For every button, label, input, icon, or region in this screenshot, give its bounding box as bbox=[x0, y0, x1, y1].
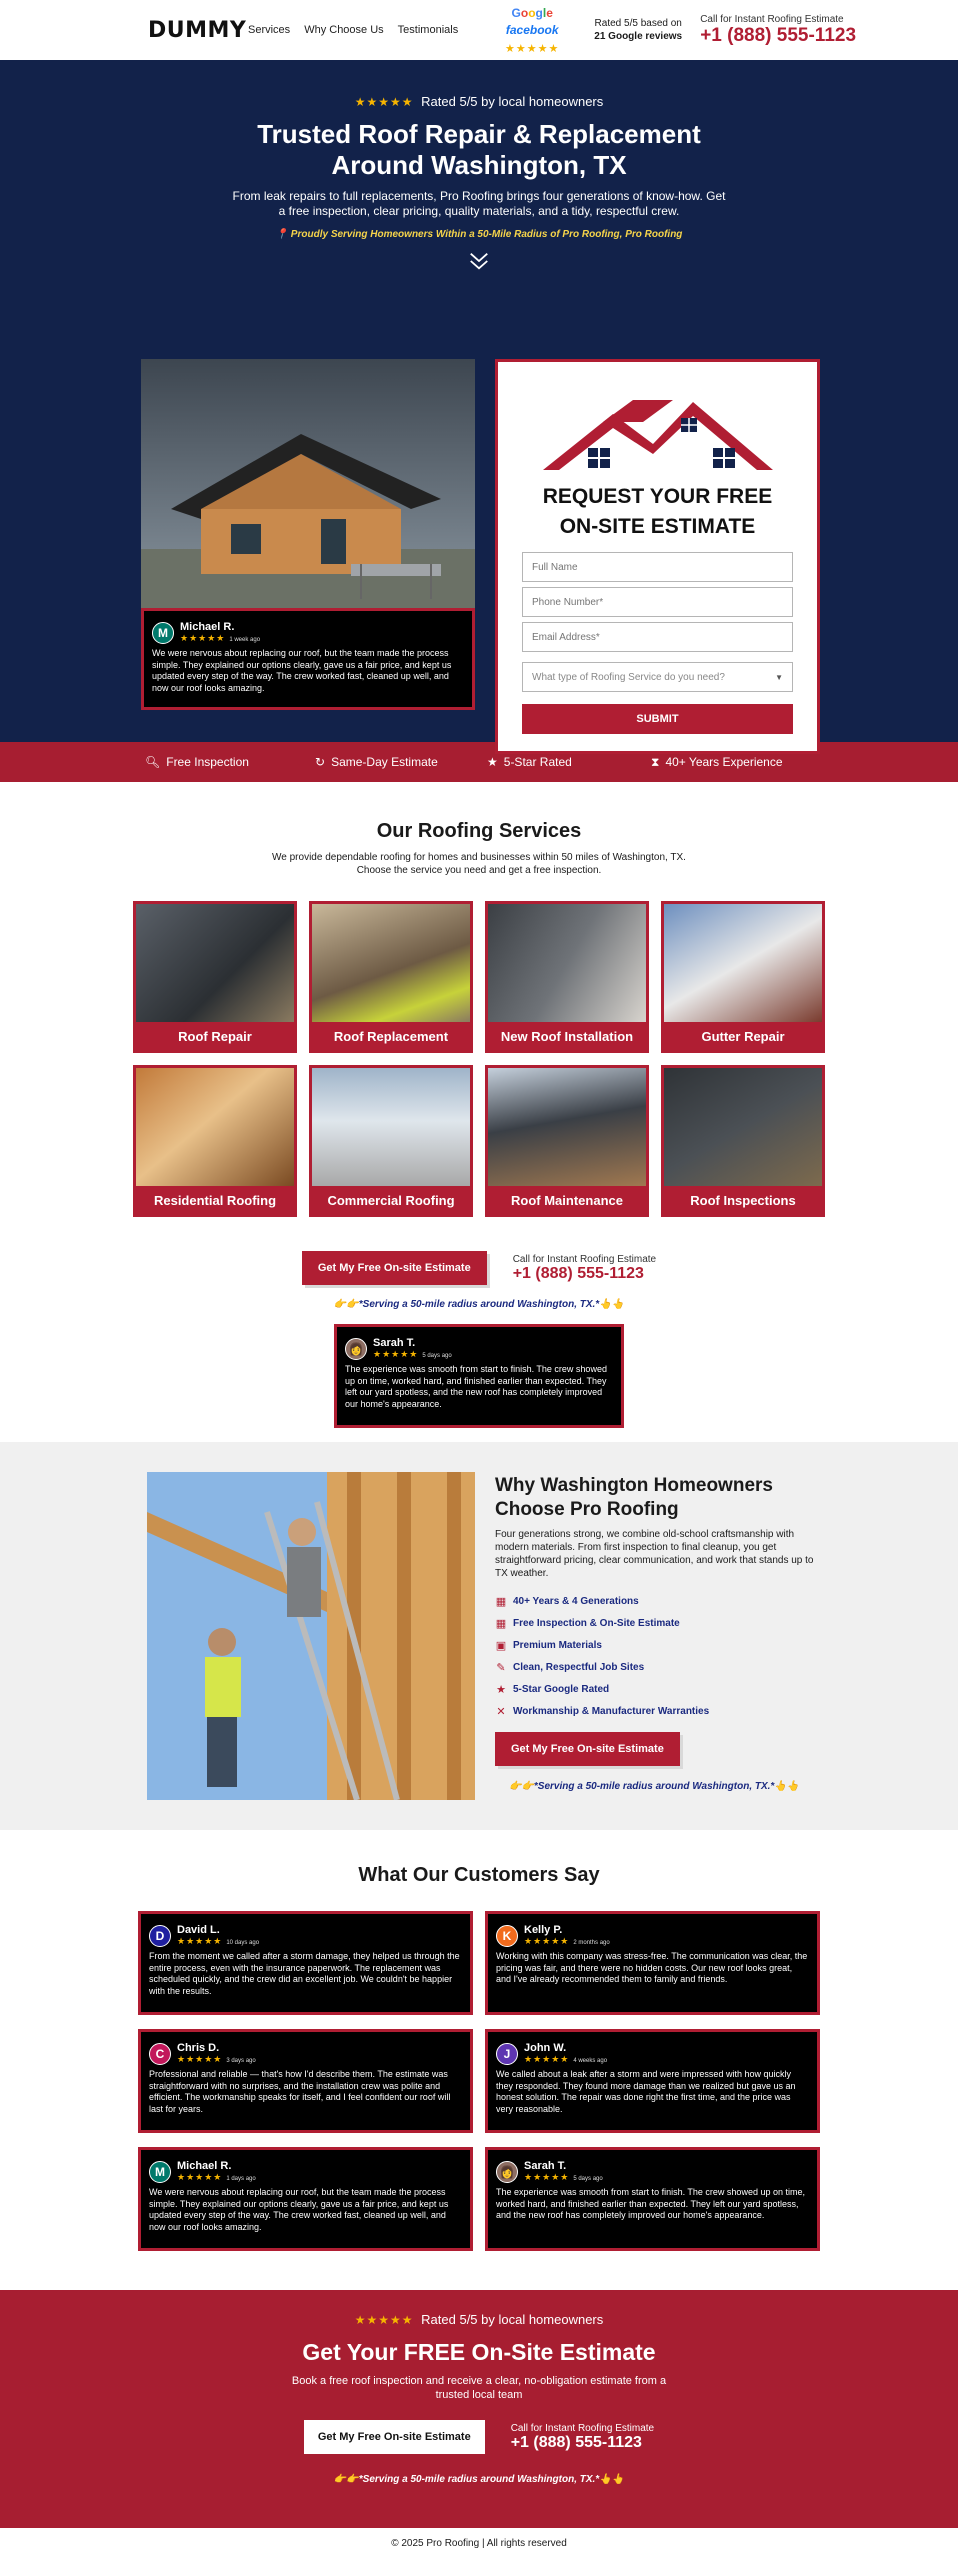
avatar: M bbox=[152, 622, 174, 644]
service-card-roof-inspections[interactable] bbox=[661, 1065, 825, 1217]
header-stars: ★★★★★ bbox=[505, 42, 560, 55]
feature-label: 40+ Years Experience bbox=[665, 755, 783, 769]
feature-label: 5-Star Rated bbox=[503, 755, 572, 769]
avatar: D bbox=[149, 1925, 171, 1947]
list-item bbox=[495, 1700, 825, 1722]
review-text: We were nervous about replacing our roof, but the team made the process simple. They explained our options clearly, gave us a fair price, and kept us updated every step of the way. The crew worked fast, cleaned up well, and now our roof looks amazing. bbox=[149, 2187, 449, 2232]
header-call-label: Call for Instant Roofing Estimate bbox=[700, 13, 844, 25]
feature-item bbox=[145, 755, 315, 769]
bottom-subtitle: Book a free roof inspection and receive a clear, no-obligation estimate from a trusted local team bbox=[291, 2375, 667, 2401]
feature-item bbox=[487, 755, 651, 769]
site-footer bbox=[0, 2528, 958, 2558]
reviewer-name: Kelly P. bbox=[524, 1924, 563, 1936]
calendar-icon: ▦ bbox=[495, 1617, 507, 1630]
email-input[interactable] bbox=[522, 622, 793, 652]
serving-note: 👉👉*Serving a 50-mile radius around Washington, TX.*👆👆 bbox=[509, 1781, 800, 1792]
why-description: Four generations strong, we combine old-school craftsmanship with modern materials. From first inspection to final cleanup, you get straightforward pricing, clear communication, and work that stands up to TX weather. bbox=[495, 1529, 814, 1579]
testimonials-title: What Our Customers Say bbox=[358, 1864, 600, 1886]
service-card-roof-maintenance[interactable] bbox=[485, 1065, 649, 1217]
nav-testimonials[interactable]: Testimonials bbox=[397, 24, 459, 36]
hero-rating bbox=[0, 94, 958, 109]
broom-icon: ✎ bbox=[496, 1661, 506, 1674]
service-label: Roof Inspections bbox=[690, 1192, 796, 1208]
reviewer-name: Sarah T. bbox=[373, 1337, 416, 1349]
hero-rated-text: Rated 5/5 by local homeowners bbox=[421, 94, 604, 109]
avatar: C bbox=[149, 2043, 171, 2065]
service-select-placeholder: What type of Roofing Service do you need? bbox=[532, 671, 725, 683]
workers-image bbox=[147, 1472, 475, 1800]
google-logo: Google bbox=[511, 5, 553, 20]
review-card bbox=[485, 2029, 820, 2133]
form-title-line1: REQUEST YOUR FREE bbox=[542, 485, 773, 508]
bottom-cta-section bbox=[0, 2290, 958, 2528]
avatar: J bbox=[496, 2043, 518, 2065]
service-label: Roof Maintenance bbox=[511, 1192, 623, 1208]
bottom-cta-row bbox=[0, 2420, 958, 2454]
free-estimate-button[interactable]: Get My Free On-site Estimate bbox=[495, 1732, 680, 1766]
services-grid bbox=[0, 901, 958, 1217]
review-text: We called about a leak after a storm and were impressed with how quickly they responded. They found more damage than we realized but gave us an honest solution. The repair was done right the first time, and the price was very reasonable. bbox=[496, 2069, 796, 2114]
header-reviews-count: 21 Google reviews bbox=[594, 31, 683, 42]
chevron-down-icon: ▼ bbox=[775, 672, 783, 682]
list-item bbox=[495, 1634, 825, 1656]
service-card-new-roof-installation[interactable] bbox=[485, 901, 649, 1053]
hero-title: Trusted Roof Repair & Replacement Around Washington, TX bbox=[257, 119, 701, 180]
service-image bbox=[664, 904, 822, 1022]
bottom-title: Get Your FREE On-Site Estimate bbox=[302, 2339, 656, 2365]
facebook-logo: facebook bbox=[505, 23, 559, 38]
estimate-form bbox=[495, 359, 820, 754]
review-stars: ★★★★★ bbox=[177, 2172, 223, 2182]
services-title: Our Roofing Services bbox=[376, 820, 582, 842]
review-card bbox=[138, 2029, 473, 2133]
service-card-gutter-repair[interactable] bbox=[661, 901, 825, 1053]
service-image bbox=[312, 904, 470, 1022]
services-cta-row bbox=[0, 1251, 958, 1285]
header-phone-link[interactable]: +1 (888) 555-1123 bbox=[700, 24, 857, 46]
reviewer-name: David L. bbox=[177, 1924, 220, 1936]
phone-link[interactable]: +1 (888) 555-1123 bbox=[512, 1264, 644, 1282]
header-rated-text: Rated 5/5 based on bbox=[594, 18, 682, 29]
bottom-stars: ★★★★★ bbox=[354, 2313, 414, 2327]
review-platforms bbox=[484, 4, 580, 57]
review-text: The experience was smooth from start to finish. The crew showed up on time, worked hard, and finished earlier than expected. They left our yard spotless, and the new roof has completely improved our home's appearance. bbox=[496, 2187, 805, 2220]
feature-item bbox=[315, 755, 487, 769]
hero-review-card bbox=[141, 608, 475, 710]
free-estimate-button[interactable]: Get My Free On-site Estimate bbox=[304, 2420, 485, 2454]
review-time: 5 days ago bbox=[422, 1353, 452, 1359]
services-description: We provide dependable roofing for homes and businesses within 50 miles of Washington, TX. Choose the service you need and get a free inspection. bbox=[272, 852, 686, 876]
service-label: New Roof Installation bbox=[500, 1028, 634, 1044]
hero-house-image bbox=[141, 359, 475, 609]
list-item-label: 5-Star Google Rated bbox=[513, 1683, 610, 1695]
hero-serving-note: 📍 Proudly Serving Homeowners Within a 50-Mile Radius of Pro Roofing, Pro Roofing bbox=[275, 229, 683, 240]
review-stars: ★★★★★ bbox=[524, 2172, 570, 2182]
service-label: Commercial Roofing bbox=[327, 1192, 455, 1208]
service-card-residential-roofing[interactable] bbox=[133, 1065, 297, 1217]
review-text: Professional and reliable — that's how I'd describe them. The estimate was straightforward with no surprises, and the installation crew was polite and efficient. The workmanship speaks for itself, and I feel confident our roof will last for years. bbox=[149, 2069, 451, 2114]
review-stars: ★★★★★ bbox=[524, 1936, 570, 1946]
bottom-call bbox=[511, 2423, 654, 2452]
call-label: Call for Instant Roofing Estimate bbox=[512, 1253, 657, 1265]
list-item bbox=[495, 1678, 825, 1700]
list-item bbox=[495, 1612, 825, 1634]
service-image bbox=[488, 1068, 646, 1186]
services-review-card bbox=[334, 1324, 624, 1428]
review-card bbox=[138, 1911, 473, 2015]
header-rating bbox=[588, 17, 688, 43]
service-image bbox=[136, 904, 294, 1022]
box-icon: ▣ bbox=[495, 1639, 507, 1652]
site-logo[interactable]: DUMMY bbox=[148, 17, 247, 43]
form-title-line2: ON-SITE ESTIMATE bbox=[559, 515, 756, 538]
copyright-text: © 2025 Pro Roofing | All rights reserved bbox=[391, 2537, 567, 2549]
hero-section bbox=[0, 60, 958, 742]
chevron-down-icon[interactable] bbox=[468, 250, 490, 272]
list-item-label: Premium Materials bbox=[513, 1639, 602, 1651]
why-content bbox=[495, 1474, 825, 1793]
list-item-label: Workmanship & Manufacturer Warranties bbox=[513, 1705, 710, 1717]
nav-why-choose-us[interactable]: Why Choose Us bbox=[304, 24, 384, 36]
review-stars: ★★★★★ bbox=[373, 1349, 419, 1359]
search-icon: 🔍︎ bbox=[145, 755, 161, 769]
review-card bbox=[485, 2147, 820, 2251]
review-text: Working with this company was stress-free. The communication was clear, the pricing was fair, and there were no hidden costs. Our new roof looks great, and I've already recommended them to family and friends. bbox=[496, 1951, 808, 1984]
header-call bbox=[700, 14, 856, 47]
reviewer-name: Michael R. bbox=[180, 621, 235, 633]
list-item bbox=[495, 1590, 825, 1612]
nav-services[interactable]: Services bbox=[248, 24, 291, 36]
service-image bbox=[136, 1068, 294, 1186]
review-time: 1 days ago bbox=[226, 2176, 256, 2182]
review-stars: ★★★★★ bbox=[180, 633, 226, 643]
service-card-roof-replacement[interactable] bbox=[309, 901, 473, 1053]
services-section bbox=[0, 782, 958, 1442]
avatar: 👩 bbox=[345, 1338, 367, 1360]
review-card bbox=[138, 2147, 473, 2251]
reviewer-name: Chris D. bbox=[177, 2042, 220, 2054]
services-call bbox=[513, 1254, 656, 1283]
service-label: Roof Repair bbox=[178, 1028, 252, 1044]
review-stars: ★★★★★ bbox=[524, 2054, 570, 2064]
feature-item bbox=[651, 755, 783, 770]
review-text: We were nervous about replacing our roof, but the team made the process simple. They explained our options clearly, gave us a fair price, and kept us updated every step of the way. The crew worked fast, cleaned up well, and now our roof looks amazing. bbox=[152, 648, 452, 693]
house-roof-icon bbox=[543, 392, 773, 474]
list-item-label: 40+ Years & 4 Generations bbox=[513, 1595, 639, 1607]
service-image bbox=[312, 1068, 470, 1186]
reviewer-name: John W. bbox=[524, 2042, 567, 2054]
main-nav bbox=[248, 24, 458, 36]
review-stars: ★★★★★ bbox=[177, 1936, 223, 1946]
form-title bbox=[522, 482, 793, 542]
review-time: 4 weeks ago bbox=[573, 2058, 608, 2064]
bottom-rated-text: Rated 5/5 by local homeowners bbox=[421, 2312, 604, 2327]
service-card-commercial-roofing[interactable] bbox=[309, 1065, 473, 1217]
review-text: From the moment we called after a storm damage, they helped us through the entire process, even with the insurance paperwork. The replacement was scheduled quickly, and the crew did an excellent job. We couldn't be happier with the results. bbox=[149, 1951, 460, 1996]
testimonials-section bbox=[0, 1830, 958, 2290]
why-list bbox=[495, 1590, 825, 1722]
star-icon: ★ bbox=[496, 1683, 506, 1696]
service-label: Gutter Repair bbox=[701, 1028, 785, 1044]
star-icon: ★ bbox=[487, 755, 498, 769]
review-card bbox=[485, 1911, 820, 2015]
review-time: 3 days ago bbox=[226, 2058, 256, 2064]
site-header bbox=[0, 0, 958, 60]
review-time: 5 days ago bbox=[573, 2176, 603, 2182]
avatar: 👩 bbox=[496, 2161, 518, 2183]
feature-label: Free Inspection bbox=[166, 755, 249, 769]
testimonials-grid bbox=[0, 1911, 958, 2251]
avatar: K bbox=[496, 1925, 518, 1947]
reviewer-name: Sarah T. bbox=[524, 2160, 567, 2172]
serving-note: 👉👉*Serving a 50-mile radius around Washington, TX.*👆👆 bbox=[333, 1299, 625, 1310]
phone-input[interactable] bbox=[522, 587, 793, 617]
serving-note: 👉👉*Serving a 50-mile radius around Washington, TX.*👆👆 bbox=[333, 2474, 625, 2485]
list-item bbox=[495, 1656, 825, 1678]
call-label: Call for Instant Roofing Estimate bbox=[510, 2422, 655, 2434]
why-title: Why Washington Homeowners Choose Pro Roofing bbox=[495, 1475, 773, 1520]
list-item-label: Free Inspection & On-Site Estimate bbox=[513, 1617, 680, 1629]
hero-subtitle: From leak repairs to full replacements, Pro Roofing brings four generations of know-how. Get a free inspection, clear pricing, quality materials, and a tidy, respectful crew. bbox=[232, 189, 726, 218]
avatar: M bbox=[149, 2161, 171, 2183]
review-time: 10 days ago bbox=[226, 1940, 260, 1946]
service-label: Roof Replacement bbox=[333, 1028, 449, 1044]
bottom-rating bbox=[0, 2312, 958, 2327]
review-time: 2 months ago bbox=[573, 1940, 610, 1946]
full-name-input[interactable] bbox=[522, 552, 793, 582]
review-time: 1 week ago bbox=[229, 637, 261, 643]
why-section bbox=[0, 1442, 958, 1830]
list-item-label: Clean, Respectful Job Sites bbox=[513, 1661, 645, 1673]
service-card-roof-repair[interactable] bbox=[133, 901, 297, 1053]
hourglass-icon: ⧗ bbox=[651, 754, 660, 769]
review-text: The experience was smooth from start to finish. The crew showed up on time, worked hard, and finished earlier than expected. They left our yard spotless, and the new roof has completely improved our home's appearance. bbox=[345, 1364, 607, 1409]
phone-link[interactable]: +1 (888) 555-1123 bbox=[510, 2433, 642, 2451]
service-image bbox=[664, 1068, 822, 1186]
submit-button[interactable]: SUBMIT bbox=[522, 704, 793, 734]
calendar-icon: ▦ bbox=[495, 1595, 507, 1608]
reviewer-name: Michael R. bbox=[177, 2160, 232, 2172]
review-stars: ★★★★★ bbox=[177, 2054, 223, 2064]
feature-label: Same-Day Estimate bbox=[331, 755, 438, 769]
hero-stars: ★★★★★ bbox=[354, 95, 414, 109]
clock-icon: ↻ bbox=[315, 755, 326, 769]
service-image bbox=[488, 904, 646, 1022]
tools-icon: ✕ bbox=[496, 1705, 506, 1718]
free-estimate-button[interactable]: Get My Free On-site Estimate bbox=[302, 1251, 487, 1285]
service-label: Residential Roofing bbox=[153, 1192, 277, 1208]
service-select[interactable] bbox=[522, 662, 793, 692]
